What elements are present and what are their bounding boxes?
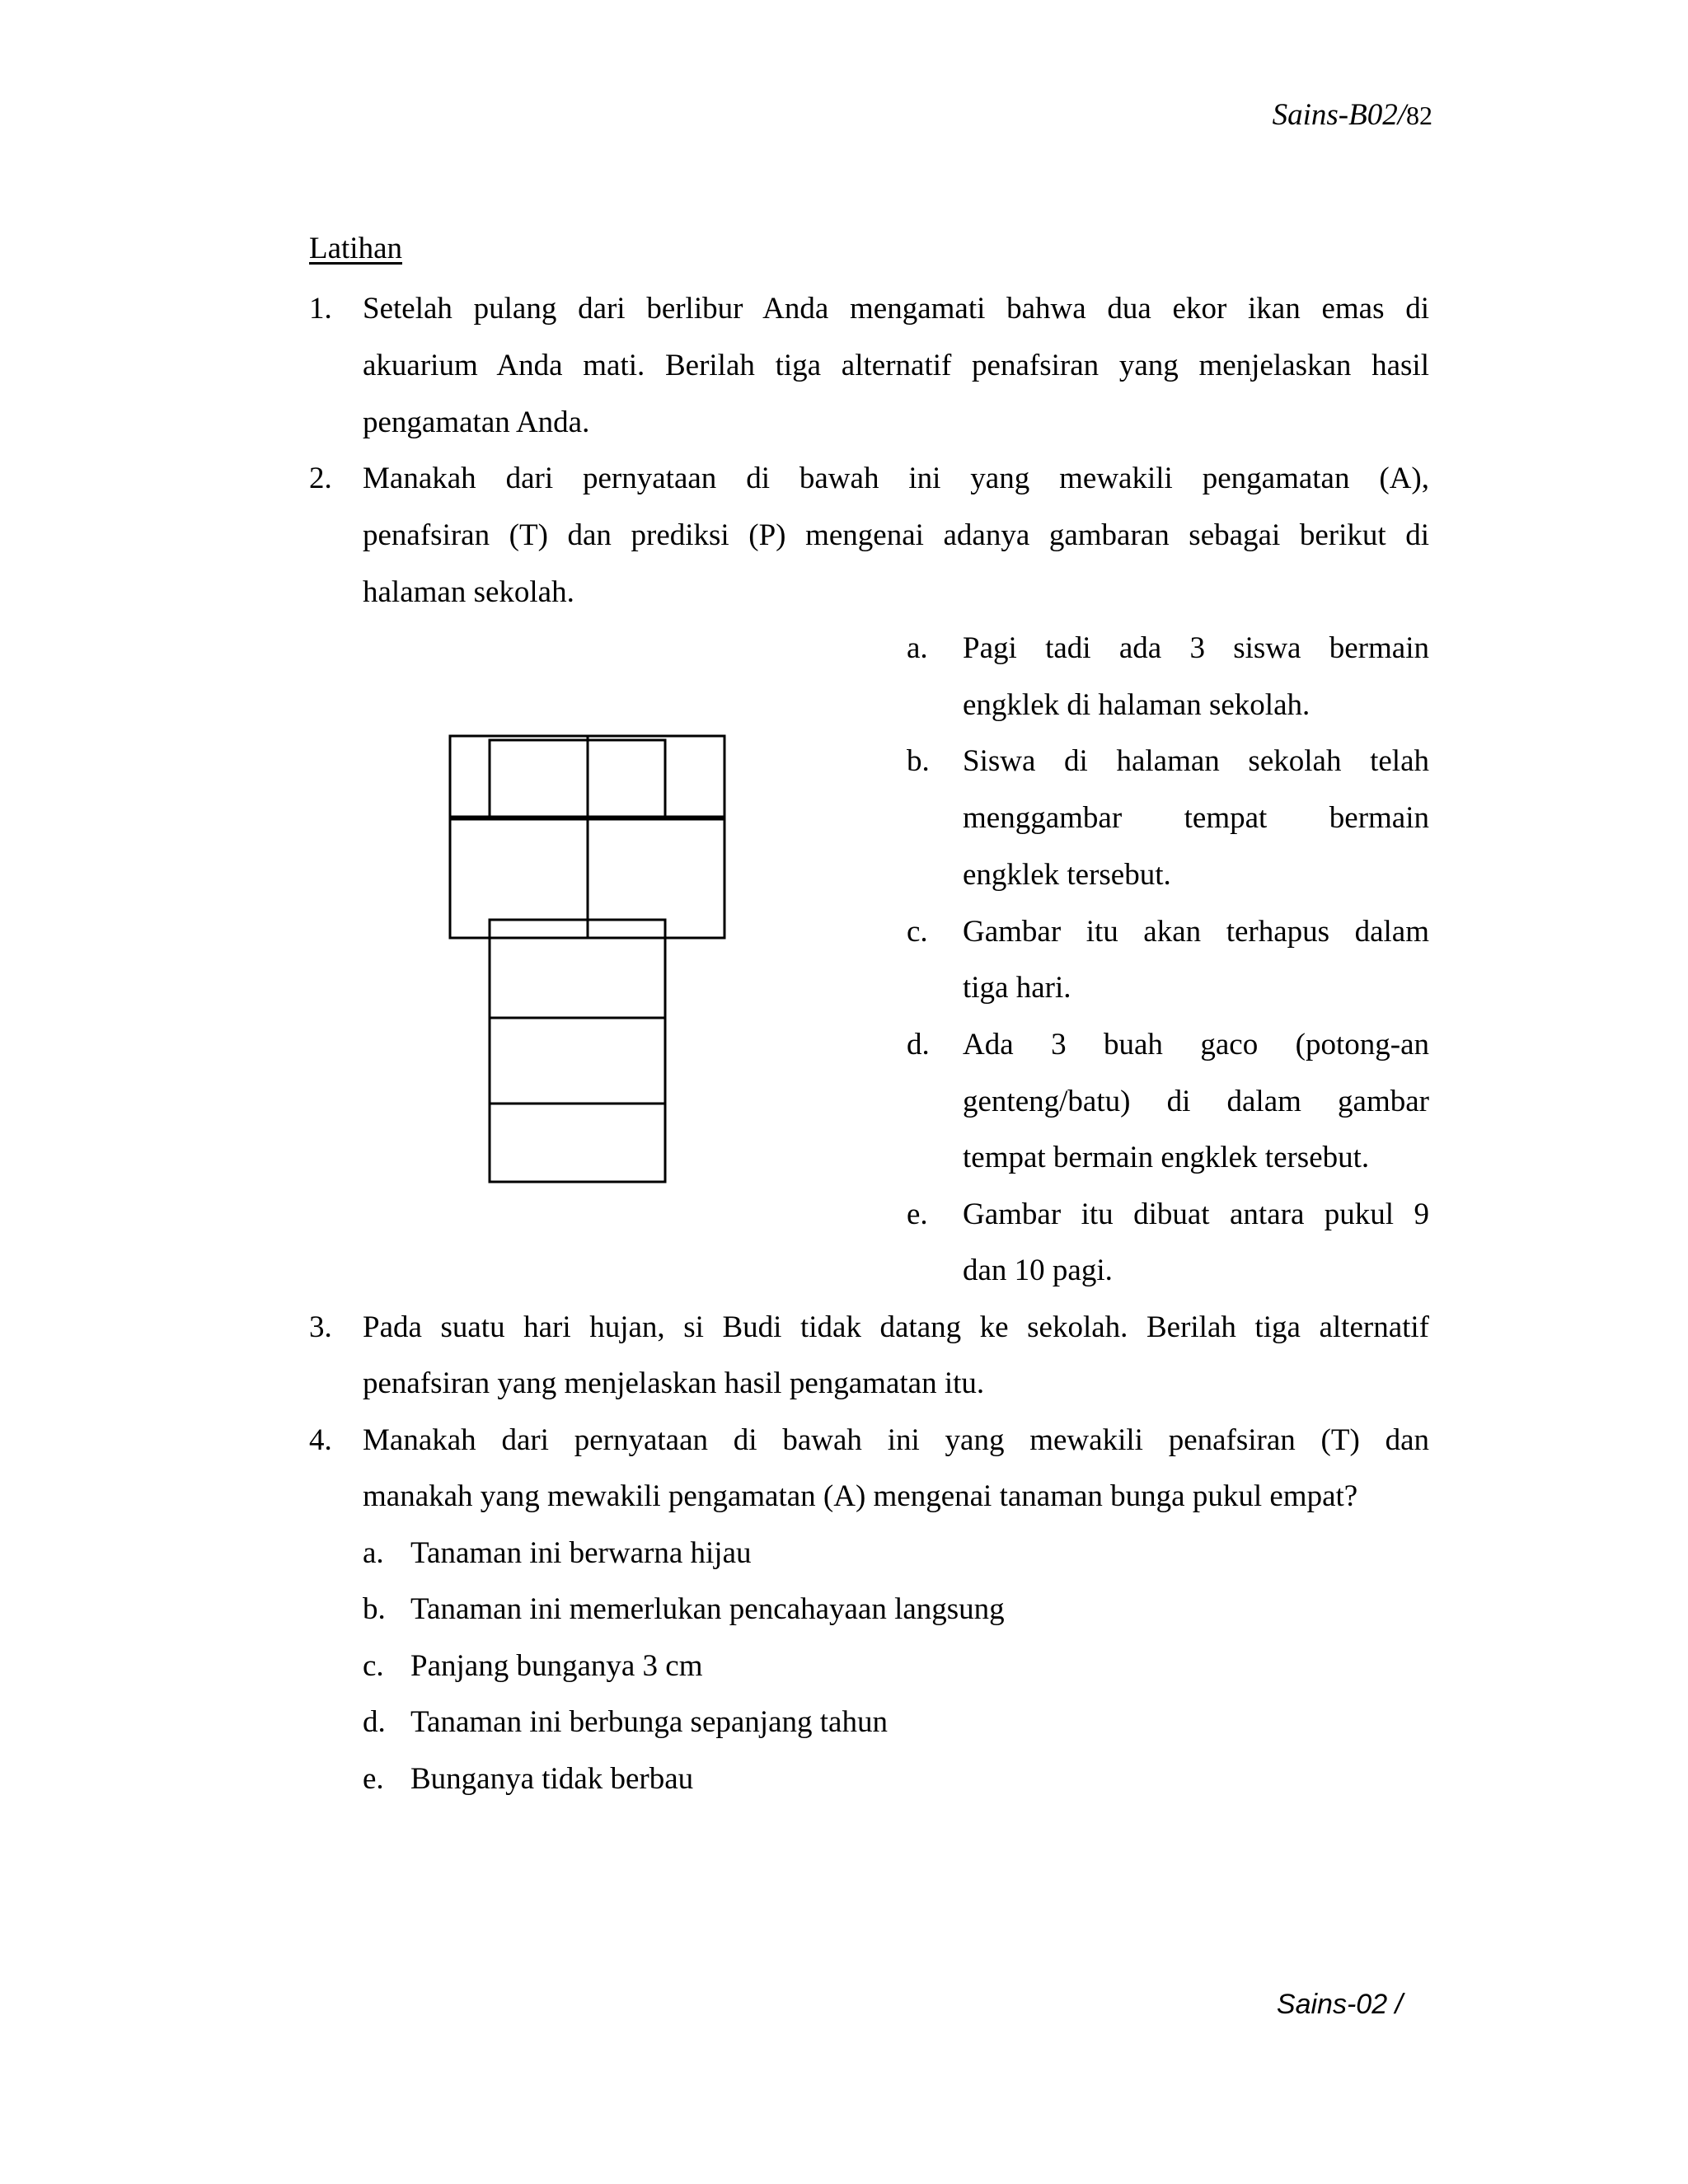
q2-option-e-letter: e. <box>907 1197 928 1231</box>
hopscotch-top-inner-box <box>490 740 665 817</box>
q4-option-c-letter: c. <box>363 1649 384 1683</box>
q4-line-2: manakah yang mewakili pengamatan (A) mengenai tanaman bunga pukul empat? <box>363 1479 1358 1513</box>
q1-line-3: pengamatan Anda. <box>363 405 590 439</box>
q2-option-e-line-2: dan 10 pagi. <box>963 1254 1113 1287</box>
q1-number: 1. <box>309 292 332 326</box>
q2-option-b-line-1: Siswa di halaman sekolah telah <box>963 744 1429 778</box>
q2-option-e-line-1: Gambar itu dibuat antara pukul 9 <box>963 1197 1429 1231</box>
header-code-text: Sains-B02/ <box>1272 98 1406 132</box>
q3-line-2: penafsiran yang menjelaskan hasil pengamatan itu. <box>363 1366 985 1400</box>
q4-option-a-letter: a. <box>363 1536 384 1570</box>
q1-line-1: Setelah pulang dari berlibur Anda mengamati bahwa dua ekor ikan emas di <box>363 292 1429 326</box>
q2-option-c-line-1: Gambar itu akan terhapus dalam <box>963 915 1429 949</box>
q2-option-c-line-2: tiga hari. <box>963 971 1071 1005</box>
q2-number: 2. <box>309 462 332 495</box>
q3-number: 3. <box>309 1310 332 1344</box>
section-title: Latihan <box>309 232 403 265</box>
hopscotch-lower-box-3 <box>490 1104 665 1182</box>
q3-line-1: Pada suatu hari hujan, si Budi tidak datang ke sekolah. Berilah tiga alternatif <box>363 1310 1429 1344</box>
footer-code: Sains-02 / <box>1276 1989 1403 2020</box>
q2-option-d-line-3: tempat bermain engklek tersebut. <box>963 1141 1370 1174</box>
q4-option-e-text: Bunganya tidak berbau <box>410 1762 694 1796</box>
q2-option-d-line-2: genteng/batu) di dalam gambar <box>963 1085 1429 1118</box>
q2-option-d-line-1: Ada 3 buah gaco (potong-an <box>963 1028 1429 1062</box>
q4-line-1: Manakah dari pernyataan di bawah ini yang mewakili penafsiran (T) dan <box>363 1423 1429 1457</box>
q2-option-b-line-3: engklek tersebut. <box>963 858 1171 892</box>
q1-line-2: akuarium Anda mati. Berilah tiga alternatif penafsiran yang menjelaskan hasil <box>363 349 1429 382</box>
q4-option-a-text: Tanaman ini berwarna hijau <box>410 1536 752 1570</box>
q4-option-d-text: Tanaman ini berbunga sepanjang tahun <box>410 1705 888 1739</box>
q2-option-b-letter: b. <box>907 744 930 778</box>
q4-option-b-text: Tanaman ini memerlukan pencahayaan langsung <box>410 1592 1005 1626</box>
q2-line-2: penafsiran (T) dan prediksi (P) mengenai adanya gambaran sebagai berikut di <box>363 518 1429 552</box>
q4-option-b-letter: b. <box>363 1592 386 1626</box>
q2-line-1: Manakah dari pernyataan di bawah ini yang mewakili pengamatan (A), <box>363 462 1429 495</box>
q2-option-a-letter: a. <box>907 631 928 665</box>
hopscotch-lower-box-2 <box>490 1018 665 1104</box>
header-page-number: 82 <box>1406 101 1432 130</box>
q2-option-d-letter: d. <box>907 1028 930 1062</box>
q4-number: 4. <box>309 1423 332 1457</box>
hopscotch-lower-box-1 <box>490 920 665 1018</box>
q4-option-e-letter: e. <box>363 1762 384 1796</box>
q2-line-3: halaman sekolah. <box>363 575 574 609</box>
q4-option-d-letter: d. <box>363 1705 386 1739</box>
q2-option-c-letter: c. <box>907 915 928 949</box>
q2-option-b-line-2: menggambar tempat bermain <box>963 801 1429 835</box>
q4-option-c-text: Panjang bunganya 3 cm <box>410 1649 703 1683</box>
q2-option-a-line-2: engklek di halaman sekolah. <box>963 688 1311 722</box>
q2-option-a-line-1: Pagi tadi ada 3 siswa bermain <box>963 631 1429 665</box>
